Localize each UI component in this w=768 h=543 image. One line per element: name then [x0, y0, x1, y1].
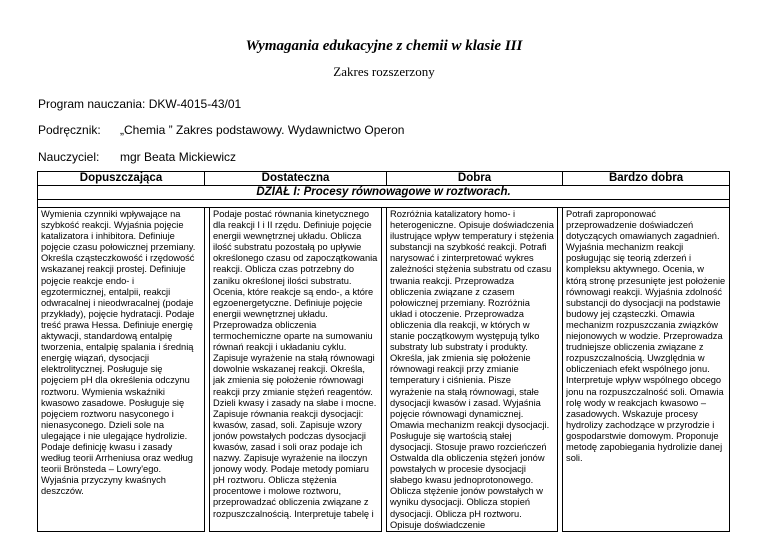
document-title: Wymagania edukacyjne z chemii w klasie III — [245, 38, 523, 54]
column-dobra — [387, 208, 558, 532]
document-subtitle: Zakres rozszerzony — [333, 64, 435, 79]
teacher-label: Nauczyciel: — [38, 150, 100, 164]
program-label: Program nauczania: DKW-4015-43/01 — [38, 97, 242, 111]
cell-text: Wymienia czynniki wpływające na szybkość reakcji. Wyjaśnia pojęcie katalizatora i inhibitora. Definiuje pojęcie czasu połowicznej przemiany. Określa cząsteczkowość i rzędowość wskazanej reakcji prostej. Definiuje pojęcie reakcje endo- i egzotermicznej, entalpii, reakcji odwracalnej i nieodwracalnej (podaje przykłady), pojęcie hydratacji. Podaje treść prawa Hessa. Definiuje energię aktywacji, standardową entalpię tworzenia, entalpię spalania i średnią energię wiązań, dysocjacji elektrolitycznej. Posługuje się pojęciem pH dla określenia odczynu roztworu. Wymienia wskaźniki kwasowo zasadowe. Posługuje się pojęciem roztworu nasyconego i nienasyconego. Dzieli sole na ulegające i nie ulegające hydrolizie. Podaje definicję kwasu i zasady według teorii Arrheniusa oraz według teorii Brönsteda – Lowry'ego. Wyjaśnia przyczyny kwaśnych deszczów. — [41, 209, 196, 497]
requirements-table — [37, 171, 730, 532]
cell-text: Podaje postać równania kinetycznego dla reakcji I i II rzędu. Definiuje pojęcie energii wewnętrznej układu. Oblicza ilość substratu pozostałą po upływie określonego czasu od zapoczątkowania reakcji. Oblicza czas potrzebny do zaniku określonej ilości substratu. Ocenia, które reakcje są endo-, a które egzoenergetyczne. Definiuje pojęcie energii wewnętrznej układu. Przeprowadza obliczenia termochemiczne oparte na sumowaniu równań reakcji i układaniu cyklu. Zapisuje wyrażenie na stałą równowagi dowolnie wskazanej reakcji. Określa, jak zmienia się położenie równowagi reakcji przy zmianie stężeń reagentów. Dzieli kwasy i zasady na słabe i mocne. Zapisuje równania reakcji dysocjacji: kwasów, zasad, soli. Zapisuje wzory jonów powstałych podczas dysocjacji kwasów, zasad i soli oraz podaje ich nazwy. Zapisuje wyrażenie na iloczyn jonowy wody. Podaje metody pomiaru pH roztworu. Oblicza stężenia procentowe i molowe roztworu, przeprowadzać obliczenia związane z rozpuszczalnością. Interpretuje tabelę i — [213, 209, 378, 519]
program-line — [38, 97, 241, 111]
teacher-line — [38, 150, 237, 164]
textbook-value: „Chemia ” Zakres podstawowy. Wydawnictwo Operon — [120, 123, 405, 137]
column-dopuszczajaca — [38, 208, 205, 532]
column-dostateczna — [210, 208, 382, 532]
cell-text: Potrafi zaproponować przeprowadzenie doświadczeń dotyczących omawianych zagadnień. Wyjaśnia mechanizm reakcji posługując się teorią zderzeń i kompleksu aktywnego. Ocenia, w którą stronę przesunięte jest położenie równowagi reakcji. Wyjaśnia zdolność substancji do dysocjacji na podstawie budowy jej cząsteczki. Omawia mechanizm rozpuszczania związków niejonowych w wodzie. Przeprowadza trudniejsze obliczenia związane z rozpuszczalnością. Uwzględnia w obliczeniach efekt wspólnego jonu. Interpretuje wpływ wspólnego obcego jonu na rozpuszczalność soli. Omawia rolę wody w reakcjach kwasowo – zasadowych. Wskazuje procesy hydrolizy zachodzące w przyrodzie i gospodarstwie domowym. Proponuje metodę zapobiegania hydrolizie danej soli. — [566, 209, 726, 464]
header-bardzo-dobra: Bardzo dobra — [563, 172, 730, 186]
header-dobra: Dobra — [387, 172, 563, 186]
spacer-row — [38, 200, 730, 208]
column-bardzo-dobra — [563, 208, 730, 532]
textbook-line — [38, 123, 405, 137]
header-dopuszczajaca: Dopuszczająca — [38, 172, 205, 186]
textbook-label: Podręcznik: — [38, 123, 101, 137]
section-title: DZIAŁ I: Procesy równowagowe w roztworach. — [38, 186, 730, 200]
header-dostateczna: Dostateczna — [205, 172, 387, 186]
teacher-value: mgr Beata Mickiewicz — [120, 150, 237, 164]
cell-text: Rozróżnia katalizatory homo- i heterogeniczne. Opisuje doświadczenia ilustrujące wpływ temperatury i stężenia substancji na szybkość reakcji. Potrafi narysować i zinterpretować wykres zależności stężenia substratu od czasu trwania reakcji. Przeprowadza obliczenia związane z czasem połowicznej przemiany. Rozróżnia układ i otoczenie. Przeprowadza obliczenia dla reakcji, w których w stanie początkowym występują tylko substraty lub substraty i produkty. Określa, jak zmienia się położenie równowagi reakcji przy zmianie temperatury i ciśnienia. Pisze wyrażenie na stałą równowagi, stałe dysocjacji kwasów i zasad. Wyjaśnia pojęcie równowagi dynamicznej. Omawia mechanizm reakcji dysocjacji. Posługuje się wartością stałej dysocjacji. Stosuje prawo rozcieńczeń Ostwalda dla obliczenia stężeń jonów powstałych w procesie dysocjacji słabego kwasu jednoprotonowego. Oblicza stężenie jonów powstałych w wyniku dysocjacji. Oblicza stopień dysocjacji. Oblicza pH roztworu. Opisuje doświadczenie — [390, 209, 554, 530]
